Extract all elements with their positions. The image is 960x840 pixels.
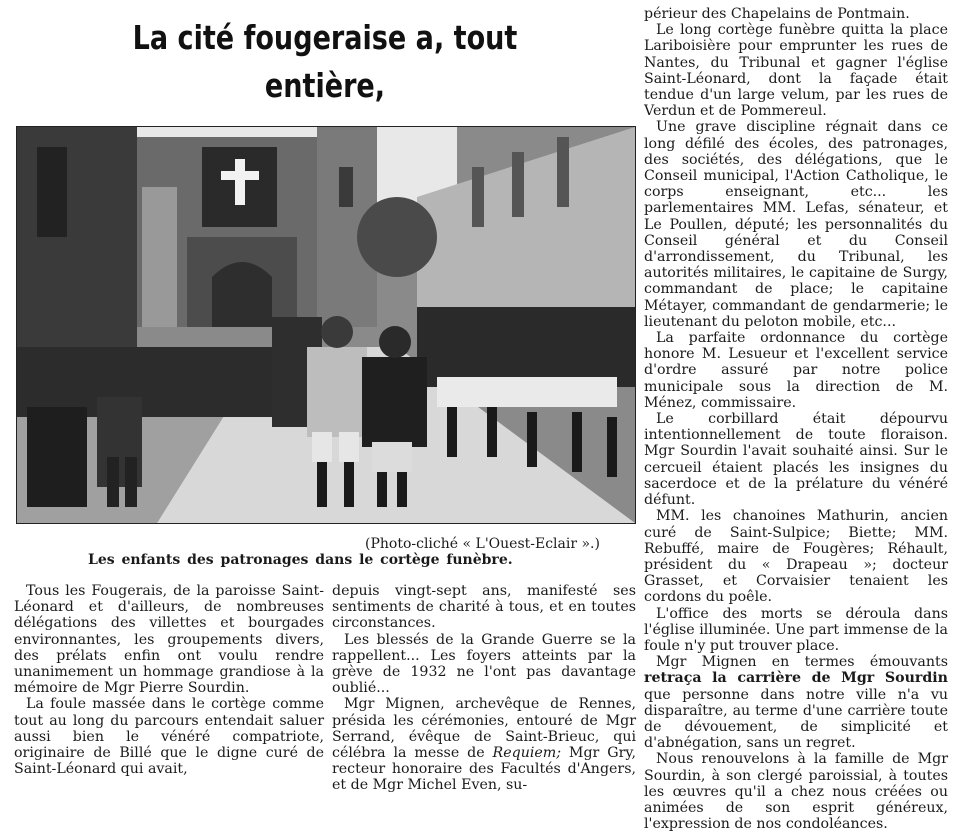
article-column-2 xyxy=(332,583,636,794)
article-column-3 xyxy=(644,6,948,832)
headline-line-1: La cité fougeraise a, tout entière, xyxy=(132,18,518,105)
column-3-paragraph-3: La parfaite ordonnance du cortège honore M. Lesueur et l'excellent service d'ordre assuré par notre police municipale sous la direction de M. Ménez, commissaire. xyxy=(644,330,948,411)
column-3-paragraph-5: MM. les chanoines Mathurin, ancien curé de Saint-Sulpice; Biette; MM. Rebuffé, maire de Fougères; Réhault, président du « Drapeau »; docteur Grasset, et Corvaisier tenaient les cordons du poêle. xyxy=(644,508,948,606)
requiem-italic: Requiem; xyxy=(492,745,562,762)
column-2-paragraph-3 xyxy=(332,696,636,793)
column-1-paragraph-1: Tous les Fougerais, de la paroisse Saint-Léonard et d'ailleurs, de nombreuses délégations des villettes et bourgades environnantes, les groupements divers, des prélats enfin ont voulu rendre unanimement un hommage grandiose à la mémoire de Mgr Pierre Sourdin. xyxy=(14,583,324,697)
article-column-1 xyxy=(14,583,324,777)
column-3-paragraph-7-bold: retraça la carrière de Mgr Sourdin xyxy=(644,670,948,687)
column-3-paragraph-0: périeur des Chapelains de Pontmain. xyxy=(644,6,910,22)
column-3-paragraph-8: Nous renouvelons à la famille de Mgr Sourdin, à son clergé paroissial, à toutes les œuvres qu'il a chez nous créées ou animées de son esprit généreux, l'expression de nos condoléances. xyxy=(644,751,948,833)
column-3-paragraph-6: L'office des morts se déroula dans l'église illuminée. Une part immense de la foule n'y put trouver place. xyxy=(644,605,948,654)
photo-credit: (Photo-cliché « L'Ouest-Eclair ».) xyxy=(365,536,600,552)
column-3-paragraph-7-text-c: que personne dans notre ville n'a vu disparaître, au terme d'une carrière toute de dévouement, de simplicité et d'abnégation, sans un regret. xyxy=(644,686,948,752)
column-3-paragraph-4: Le corbillard était dépourvu intentionnellement de toute floraison. Mgr Sourdin l'avait souhaité ainsi. Sur le cercueil étaient placés les insignes du sacerdoce et de la prélature du vénéré défunt. xyxy=(644,411,948,509)
column-2-paragraph-2: Les blessés de la Grande Guerre se la rappellent... Les foyers atteints par la grève de 1932 ne l'ont pas davantage oublié... xyxy=(332,631,636,697)
column-2-paragraph-1: depuis vingt-sept ans, manifesté ses sentiments de charité à tous, et en toutes circonstances. xyxy=(332,583,636,632)
photo-caption: Les enfants des patronages dans le cortège funèbre. xyxy=(88,552,513,568)
column-2-paragraph-3-text-a: Mgr Mignen, archevêque de Rennes, présida les cérémonies, entouré de Mgr Serrand, évêque de Saint-Brieuc, qui célébra la messe de xyxy=(332,696,636,762)
column-3-paragraph-7 xyxy=(644,654,948,751)
funeral-procession-photo xyxy=(16,126,636,524)
column-3-paragraph-7-text-a: Mgr Mignen en termes émouvants xyxy=(656,654,948,671)
column-2-paragraph-3-text-b: Mgr Gry, recteur honoraire des Facultés d'Angers, et de Mgr Michel Even, su- xyxy=(332,745,636,794)
column-3-paragraph-1: Le long cortège funèbre quitta la place Lariboisière pour emprunter les rues de Nantes, du Tribunal et gagner l'église Saint-Léonard, dont la façade était tendue d'un large velum, par les rues de Verdun et de Pommereul. xyxy=(644,22,948,120)
photo-illustration xyxy=(17,127,635,523)
column-3-paragraph-2: Une grave discipline régnait dans ce long défilé des écoles, des patronages, des sociétés, des délégations, que le Conseil municipal, l'Action Catholique, le corps enseignant, etc... les parlementaires MM. Lefas, sénateur, et Le Poullen, député; les personnalités du Conseil général et du Conseil d'arrondissement, du Tribunal, les autorités militaires, le capitaine de Surgy, commandant de place; le capitaine Métayer, commandant de gendarmerie; le lieutenant du peloton mobile, etc... xyxy=(644,119,948,330)
column-1-paragraph-2: La foule massée dans le cortège comme tout au long du parcours entendait saluer aussi bien le vénéré compatriote, originaire de Billé que le digne curé de Saint-Léonard qui avait, xyxy=(14,696,324,778)
